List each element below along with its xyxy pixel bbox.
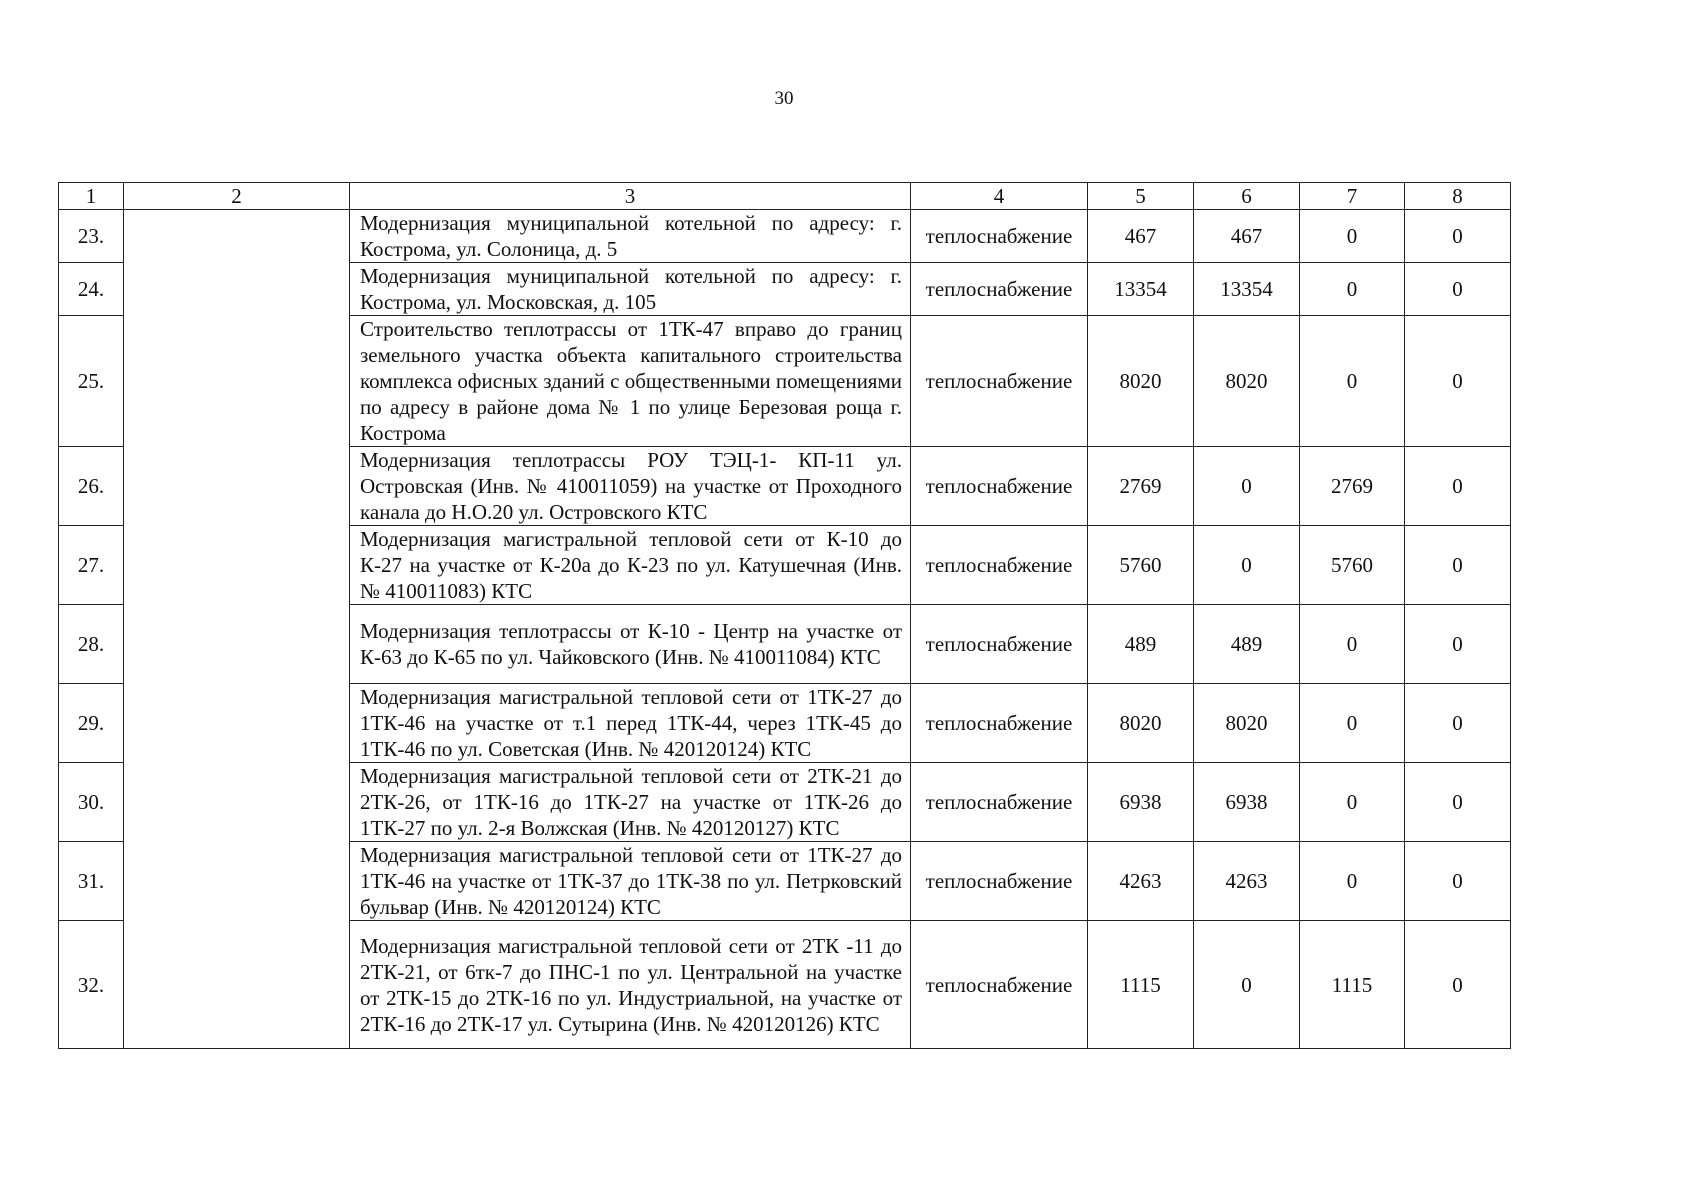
row-value: 0 (1405, 316, 1511, 447)
row-value: 0 (1405, 842, 1511, 921)
row-type: теплоснабжение (911, 447, 1088, 526)
row-description: Модернизация магистральной тепловой сети от К-10 до К-27 на участке от К-20а до К-23 по ул. Катушечная (Инв. № 410011083) КТС (350, 526, 911, 605)
row-value: 5760 (1088, 526, 1194, 605)
merged-empty-cell (124, 210, 350, 1049)
column-number: 5 (1088, 183, 1194, 210)
page-number: 30 (774, 88, 794, 109)
row-value: 2769 (1088, 447, 1194, 526)
row-type: теплоснабжение (911, 316, 1088, 447)
row-value: 13354 (1088, 263, 1194, 316)
row-value: 0 (1405, 684, 1511, 763)
row-description: Модернизация магистральной тепловой сети от 2ТК -11 до 2ТК-21, от 6тк-7 до ПНС-1 по ул. Центральной на участке от 2ТК-15 до 2ТК-16 по ул. Индустриальной, на участке от 2ТК-16 до 2ТК-17 ул. Сутырина (Инв. № 420120126) КТС (350, 921, 911, 1049)
row-number: 24. (59, 263, 124, 316)
row-value: 0 (1405, 210, 1511, 263)
row-description: Модернизация муниципальной котельной по адресу: г. Кострома, ул. Солоница, д. 5 (350, 210, 911, 263)
row-value: 0 (1405, 263, 1511, 316)
row-value: 0 (1300, 684, 1405, 763)
row-description: Модернизация теплотрассы от К-10 - Центр на участке от К-63 до К-65 по ул. Чайковского (Инв. № 410011084) КТС (350, 605, 911, 684)
row-value: 0 (1300, 263, 1405, 316)
row-value: 13354 (1194, 263, 1300, 316)
row-value: 8020 (1088, 316, 1194, 447)
row-number: 30. (59, 763, 124, 842)
row-description: Модернизация муниципальной котельной по адресу: г. Кострома, ул. Московская, д. 105 (350, 263, 911, 316)
row-description: Модернизация теплотрассы РОУ ТЭЦ-1- КП-11 ул. Островская (Инв. № 410011059) на участке от Проходного канала до Н.О.20 ул. Островского КТС (350, 447, 911, 526)
column-number: 8 (1405, 183, 1511, 210)
column-number-row (59, 183, 1511, 210)
row-value: 5760 (1300, 526, 1405, 605)
column-number: 4 (911, 183, 1088, 210)
row-type: теплоснабжение (911, 921, 1088, 1049)
row-number: 28. (59, 605, 124, 684)
row-value: 0 (1194, 447, 1300, 526)
row-type: теплоснабжение (911, 263, 1088, 316)
row-value: 0 (1300, 763, 1405, 842)
row-number: 29. (59, 684, 124, 763)
row-value: 0 (1405, 763, 1511, 842)
row-value: 2769 (1300, 447, 1405, 526)
row-value: 0 (1405, 447, 1511, 526)
row-value: 8020 (1194, 684, 1300, 763)
row-number: 23. (59, 210, 124, 263)
row-value: 6938 (1194, 763, 1300, 842)
row-number: 32. (59, 921, 124, 1049)
row-type: теплоснабжение (911, 605, 1088, 684)
row-value: 0 (1194, 526, 1300, 605)
row-number: 27. (59, 526, 124, 605)
row-value: 489 (1194, 605, 1300, 684)
row-description: Модернизация магистральной тепловой сети от 1ТК-27 до 1ТК-46 на участке от т.1 перед 1ТК-44, через 1ТК-45 до 1ТК-46 по ул. Советская (Инв. № 420120124) КТС (350, 684, 911, 763)
row-value: 4263 (1088, 842, 1194, 921)
column-number: 2 (124, 183, 350, 210)
row-type: теплоснабжение (911, 842, 1088, 921)
row-type: теплоснабжение (911, 763, 1088, 842)
column-number: 6 (1194, 183, 1300, 210)
column-number: 1 (59, 183, 124, 210)
table-row (59, 210, 1511, 263)
row-value: 4263 (1194, 842, 1300, 921)
row-value: 0 (1300, 316, 1405, 447)
row-value: 6938 (1088, 763, 1194, 842)
row-type: теплоснабжение (911, 210, 1088, 263)
row-value: 1115 (1088, 921, 1194, 1049)
row-description: Модернизация магистральной тепловой сети от 2ТК-21 до 2ТК-26, от 1ТК-16 до 1ТК-27 на участке от 1ТК-26 до 1ТК-27 по ул. 2-я Волжская (Инв. № 420120127) КТС (350, 763, 911, 842)
row-value: 0 (1300, 210, 1405, 263)
row-value: 8020 (1194, 316, 1300, 447)
row-value: 467 (1194, 210, 1300, 263)
column-number: 3 (350, 183, 911, 210)
row-value: 0 (1405, 526, 1511, 605)
row-value: 0 (1300, 842, 1405, 921)
row-value: 0 (1405, 921, 1511, 1049)
row-number: 31. (59, 842, 124, 921)
row-number: 25. (59, 316, 124, 447)
row-value: 1115 (1300, 921, 1405, 1049)
column-number: 7 (1300, 183, 1405, 210)
row-description: Строительство теплотрассы от 1ТК-47 вправо до границ земельного участка объекта капитального строительства комплекса офисных зданий с общественными помещениями по адресу в районе дома № 1 по улице Березовая роща г. Кострома (350, 316, 911, 447)
row-type: теплоснабжение (911, 526, 1088, 605)
row-value: 0 (1300, 605, 1405, 684)
row-type: теплоснабжение (911, 684, 1088, 763)
row-value: 0 (1405, 605, 1511, 684)
row-value: 8020 (1088, 684, 1194, 763)
row-number: 26. (59, 447, 124, 526)
row-value: 467 (1088, 210, 1194, 263)
row-value: 489 (1088, 605, 1194, 684)
row-description: Модернизация магистральной тепловой сети от 1ТК-27 до 1ТК-46 на участке от 1ТК-37 до 1ТК-38 по ул. Петрковский бульвар (Инв. № 420120124) КТС (350, 842, 911, 921)
row-value: 0 (1194, 921, 1300, 1049)
projects-table (58, 182, 1511, 1049)
